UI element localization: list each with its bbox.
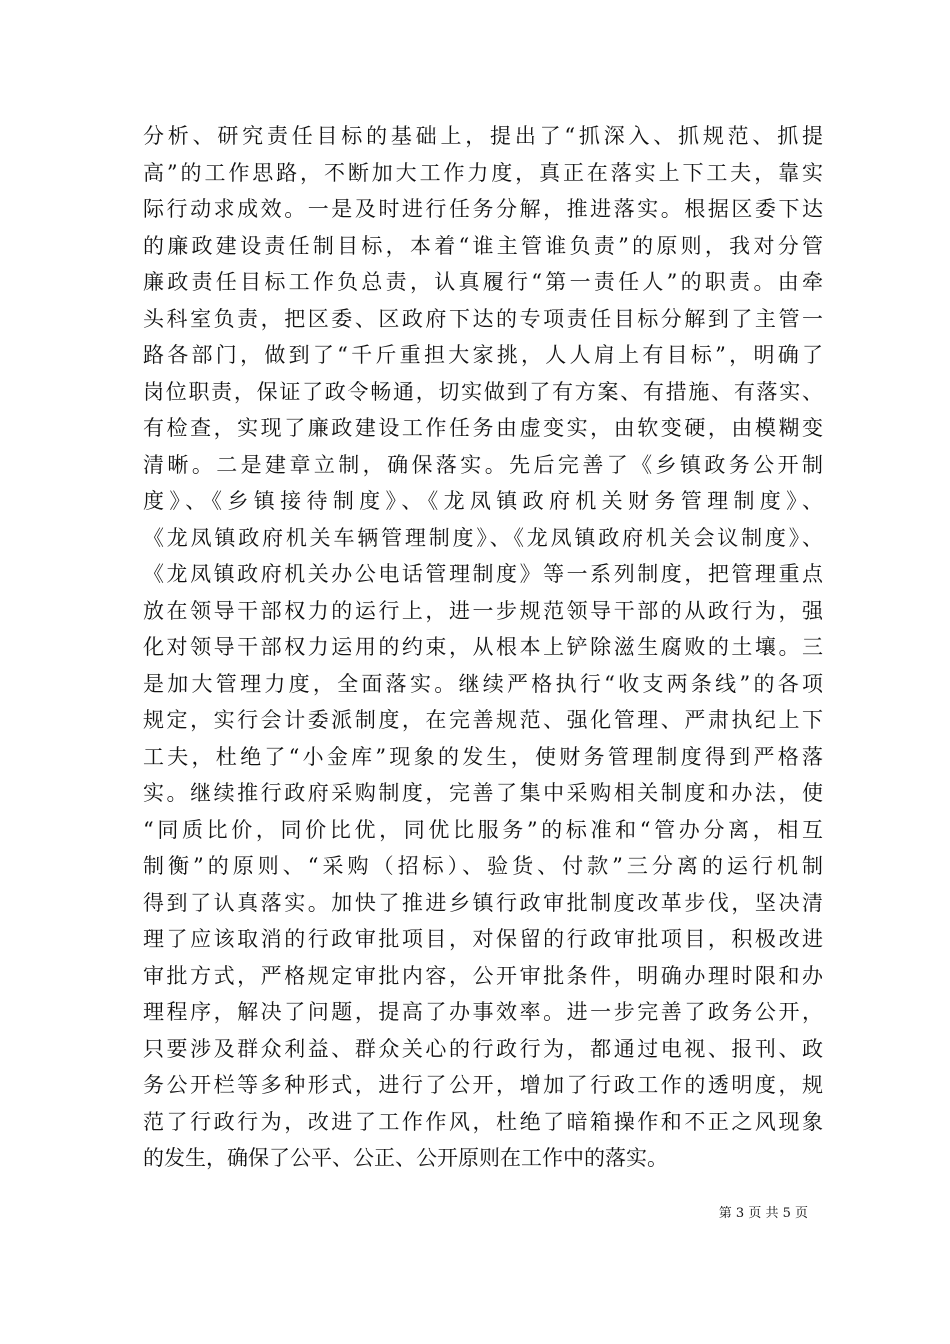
text-line: 实。继续推行政府采购制度，完善了集中采购相关制度和办法，使 xyxy=(143,781,823,805)
text-line: 范了行政行为，改进了工作作风，杜绝了暗箱操作和不正之风现象 xyxy=(143,1109,823,1134)
text-line: 头科室负责，把区委、区政府下达的专项责任目标分解到了主管一 xyxy=(143,306,823,331)
text-line: 《龙凤镇政府机关办公电话管理制度》等一系列制度，把管理重点 xyxy=(143,562,823,586)
text-line: 分析、研究责任目标的基础上，提出了“抓深入、抓规范、抓提 xyxy=(143,124,823,148)
text-line: 有检查，实现了廉政建设工作任务由虚变实，由软变硬，由模糊变 xyxy=(143,416,823,440)
text-line: 是加大管理力度，全面落实。继续严格执行“收支两条线”的各项 xyxy=(143,671,823,696)
text-line: 只要涉及群众利益、群众关心的行政行为，都通过电视、报刊、政 xyxy=(143,1036,823,1061)
text-line: 得到了认真落实。加快了推进乡镇行政审批制度改革步伐，坚决清 xyxy=(143,890,823,915)
text-line: 的发生，确保了公平、公正、公开原则在工作中的落实。 xyxy=(143,1146,668,1170)
text-line: 《龙凤镇政府机关车辆管理制度》、《龙凤镇政府机关会议制度》、 xyxy=(143,525,823,550)
text-line: 制衡”的原则、“采购（招标）、验货、付款”三分离的运行机制 xyxy=(143,854,823,878)
text-line: 廉政责任目标工作负总责，认真履行“第一责任人”的职责。由牵 xyxy=(143,270,823,294)
text-line: 际行动求成效。一是及时进行任务分解，推进落实。根据区委下达 xyxy=(143,197,823,221)
text-line: 清晰。二是建章立制，确保落实。先后完善了《乡镇政务公开制 xyxy=(143,452,823,477)
text-line: 理程序，解决了问题，提高了办事效率。进一步完善了政务公开， xyxy=(143,1000,823,1024)
text-line: 的廉政建设责任制目标，本着“谁主管谁负责”的原则，我对分管 xyxy=(143,233,823,258)
body-paragraph xyxy=(143,118,823,1177)
text-line: 放在领导干部权力的运行上，进一步规范领导干部的从政行为，强 xyxy=(143,598,823,623)
text-line: 路各部门，做到了“千斤重担大家挑，人人肩上有目标”，明确了 xyxy=(143,343,823,367)
text-line: 高”的工作思路，不断加大工作力度，真正在落实上下工夫，靠实 xyxy=(143,160,823,185)
text-line: “同质比价，同价比优，同优比服务”的标准和“管办分离，相互 xyxy=(143,817,823,842)
text-line: 理了应该取消的行政审批项目，对保留的行政审批项目，积极改进 xyxy=(143,927,823,951)
text-line: 规定，实行会计委派制度，在完善规范、强化管理、严肃执纪上下 xyxy=(143,708,823,732)
text-line: 度》、《乡镇接待制度》、《龙凤镇政府机关财务管理制度》、 xyxy=(143,489,823,513)
text-line: 审批方式，严格规定审批内容，公开审批条件，明确办理时限和办 xyxy=(143,963,823,988)
text-line: 工夫，杜绝了“小金库”现象的发生，使财务管理制度得到严格落 xyxy=(143,744,823,769)
text-line: 务公开栏等多种形式，进行了公开，增加了行政工作的透明度，规 xyxy=(143,1073,823,1097)
text-line: 化对领导干部权力运用的约束，从根本上铲除滋生腐败的土壤。三 xyxy=(143,635,823,659)
page-number: 第 3 页 共 5 页 xyxy=(718,1206,808,1221)
text-line: 岗位职责，保证了政令畅通，切实做到了有方案、有措施、有落实、 xyxy=(143,379,823,404)
